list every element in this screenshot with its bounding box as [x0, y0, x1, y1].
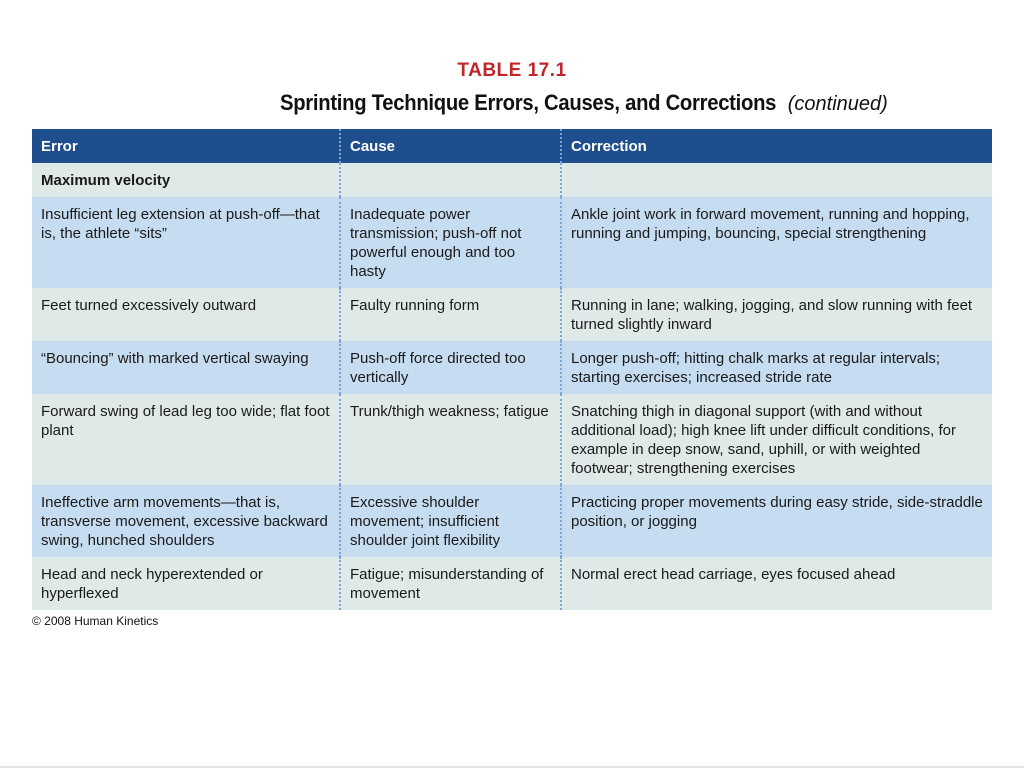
section-empty-cell [340, 163, 561, 197]
error-cell: Ineffective arm movements—that is, transverse movement, excessive backward swing, hunched shoulders [32, 485, 340, 557]
column-header-cause: Cause [340, 129, 561, 163]
technique-table [32, 129, 992, 610]
table-header-row [32, 129, 992, 163]
column-header-error: Error [32, 129, 340, 163]
table-row [32, 288, 992, 341]
cause-cell: Faulty running form [340, 288, 561, 341]
error-cell: Insufficient leg extension at push-off—that is, the athlete “sits” [32, 197, 340, 288]
table-title-line [280, 90, 888, 116]
column-header-correction: Correction [561, 129, 992, 163]
correction-cell: Normal erect head carriage, eyes focused ahead [561, 557, 992, 610]
correction-cell: Practicing proper movements during easy stride, side-straddle position, or jogging [561, 485, 992, 557]
error-cell: Feet turned excessively outward [32, 288, 340, 341]
table-title: Sprinting Technique Errors, Causes, and Corrections [280, 90, 777, 115]
section-label: Maximum velocity [32, 163, 340, 197]
copyright-notice: © 2008 Human Kinetics [32, 614, 159, 628]
correction-cell: Snatching thigh in diagonal support (with and without additional load); high knee lift under difficult conditions, for example in deep snow, sand, uphill, or with weighted footwear; strengthening exercises [561, 394, 992, 485]
errors-table [32, 129, 992, 610]
table-number: TABLE 17.1 [457, 60, 567, 81]
cause-cell: Trunk/thigh weakness; fatigue [340, 394, 561, 485]
cause-cell: Inadequate power transmission; push-off not powerful enough and too hasty [340, 197, 561, 288]
correction-cell: Running in lane; walking, jogging, and slow running with feet turned slightly inward [561, 288, 992, 341]
continued-label: (continued) [787, 93, 888, 115]
error-cell: “Bouncing” with marked vertical swaying [32, 341, 340, 394]
cause-cell: Excessive shoulder movement; insufficient shoulder joint flexibility [340, 485, 561, 557]
table-row [32, 557, 992, 610]
table-row [32, 394, 992, 485]
error-cell: Forward swing of lead leg too wide; flat foot plant [32, 394, 340, 485]
section-row [32, 163, 992, 197]
table-row [32, 485, 992, 557]
section-empty-cell [561, 163, 992, 197]
table-row [32, 197, 992, 288]
cause-cell: Push-off force directed too vertically [340, 341, 561, 394]
table-row [32, 341, 992, 394]
error-cell: Head and neck hyperextended or hyperflexed [32, 557, 340, 610]
correction-cell: Longer push-off; hitting chalk marks at regular intervals; starting exercises; increased stride rate [561, 341, 992, 394]
correction-cell: Ankle joint work in forward movement, running and hopping, running and jumping, bouncing, special strengthening [561, 197, 992, 288]
cause-cell: Fatigue; misunderstanding of movement [340, 557, 561, 610]
